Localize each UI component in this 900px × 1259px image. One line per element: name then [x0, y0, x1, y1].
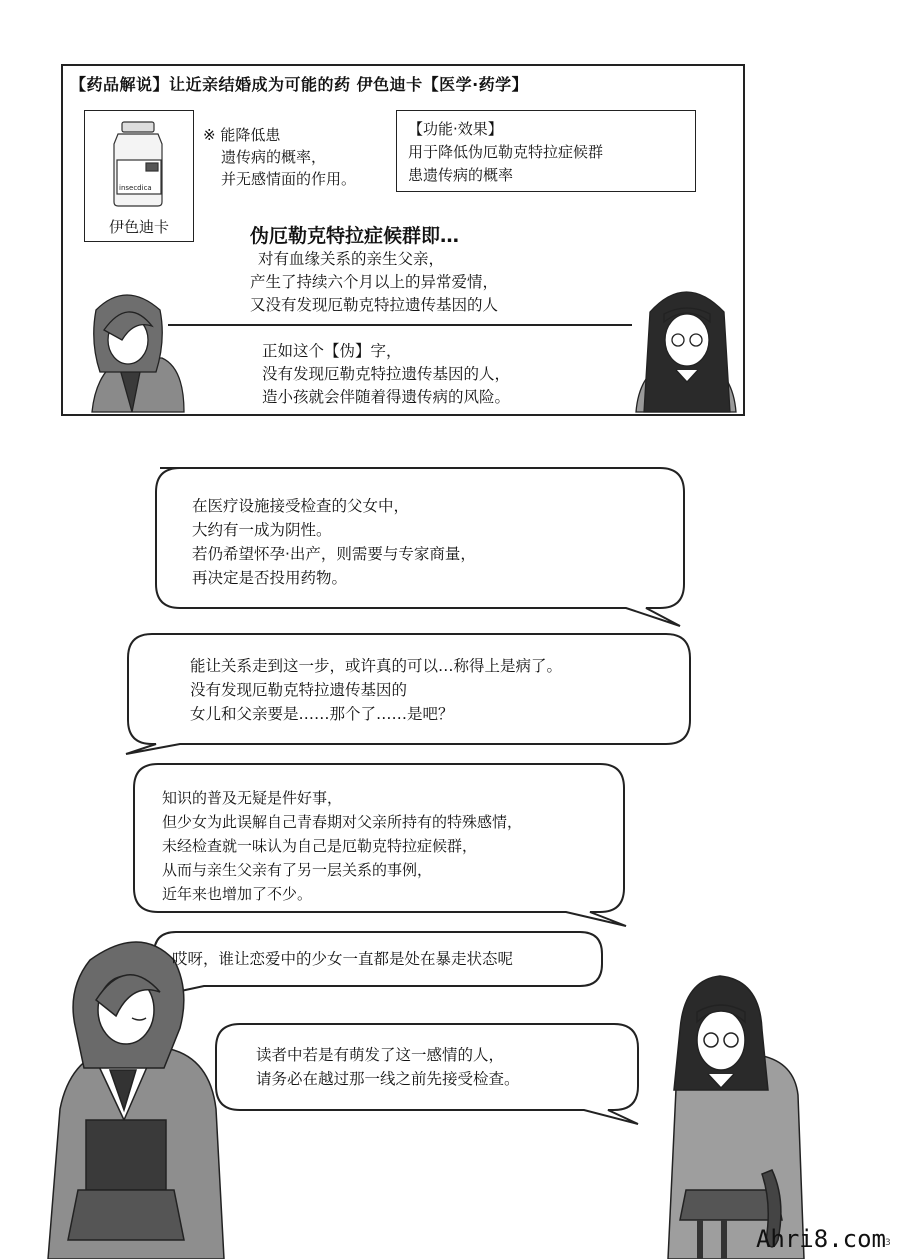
glasses-girl-large [668, 976, 804, 1259]
bubble-line: 女儿和父亲要是……那个了……是吧？ [190, 705, 454, 723]
note-line: ※ 能降低患 [203, 126, 281, 144]
bubble-line: 在医疗设施接受检查的父女中， [192, 497, 410, 515]
bubble-5-text [256, 1043, 520, 1091]
bubble-line: 再决定是否投用药物。 [192, 569, 348, 587]
bubble-line: 请务必在越过那一线之前先接受检查。 [256, 1070, 520, 1088]
bubble-line: 近年来也增加了不少。 [162, 885, 313, 903]
bubble-line: 哎呀，谁让恋爱中的少女一直都是处在暴走状态呢 [172, 950, 514, 968]
definition-heading: 伪厄勒克特拉症候群即… [250, 225, 460, 247]
explanation-line: 没有发现厄勒克特拉遗传基因的人， [262, 365, 511, 383]
glasses-girl-small [636, 292, 736, 412]
bubble-line: 知识的普及无疑是件好事， [162, 789, 343, 807]
bubble-line: 若仍希望怀孕·出产，则需要与专家商量， [192, 545, 476, 563]
short-hair-girl-large [48, 942, 224, 1259]
page-number: 3 [885, 1238, 891, 1248]
definition-line: 对有血缘关系的亲生父亲， [258, 250, 445, 268]
bubble-line: 没有发现厄勒克特拉遗传基因的 [190, 681, 408, 699]
bubble-line: 但少女为此误解自己青春期对父亲所持有的特殊感情， [162, 813, 523, 831]
bubble-line: 未经检查就一味认为自己是厄勒克特拉症候群， [162, 837, 478, 855]
bubble-line: 读者中若是有萌发了这一感情的人， [256, 1046, 505, 1064]
note-line: 并无感情面的作用。 [221, 170, 357, 188]
definition-line: 产生了持续六个月以上的异常爱情， [250, 273, 499, 291]
bubble-2-text [190, 654, 562, 726]
bubble-3-text [162, 786, 522, 906]
short-hair-girl-small [92, 295, 184, 412]
bubble-line: 大约有一成为阴性。 [192, 521, 332, 539]
explanation-line: 造小孩就会伴随着得遗传病的风险。 [262, 388, 511, 406]
function-line: 用于降低伪厄勒克特拉症候群 [408, 143, 604, 161]
drug-name-label: 伊色迪卡 [108, 218, 169, 236]
bubble-1-text [192, 494, 476, 590]
panel-title: 【药品解说】让近亲结婚成为可能的药 伊色迪卡【医学·药学】 [70, 75, 529, 94]
function-heading: 【功能·效果】 [408, 120, 503, 138]
bubble-line: 能让关系走到这一步，或许真的可以…称得上是病了。 [190, 657, 563, 675]
note-line: 遗传病的概率， [221, 148, 327, 166]
bubble-4-text [172, 947, 513, 971]
definition-line: 又没有发现厄勒克特拉遗传基因的人 [250, 296, 499, 314]
explanation-line: 正如这个【伪】字， [262, 342, 402, 360]
bubble-line: 从而与亲生父亲有了另一层关系的事例， [162, 861, 433, 879]
function-line: 患遗传病的概率 [408, 166, 514, 184]
bottle-brand-text: insecdica [119, 184, 152, 192]
watermark: Ahri8.com [755, 1225, 886, 1253]
